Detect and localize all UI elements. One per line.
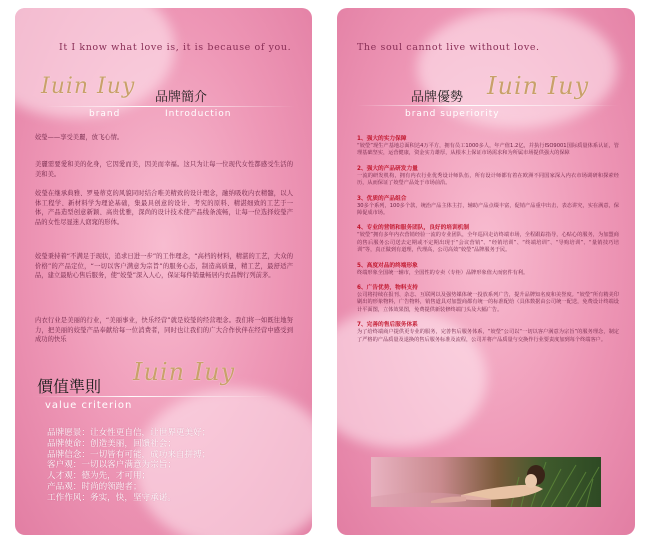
list-item-body: 为了给终端商户提供更专业的服务，完善售后服务体系，“姣瑩”公司以“一切以客户满意为宗旨”的服务理念，制定了严格的产品质量及退换的售后服务标准及流程，公司并将产品质量与交换作行业要责度加到每个终端客户。 <box>357 329 619 343</box>
intro-paragraph: 姣瑩在继承典雅、罗曼蒂克的风貌同时结合唯美精致的设计理念，融纳吸收内衣精髓，以人体工程学、新材料学为理论基础，集最具创意的设计、考究的原料、精湛细致的工艺于一体，产品造型创意新颖、高贵优雅，深尚的设计技术使产品线条流畅，让每一位选择姣瑩产品的女性尽显迷人窈窕的形体。 <box>35 190 293 226</box>
list-item-heading: 3、优质的产品组合 <box>357 195 407 202</box>
values-item: 品牌使命：创造美丽，回馈社会； <box>47 438 176 449</box>
list-item-body: “姣瑩”现生产基地总面积达4万平方，拥有员工1000多人，年产值1.2亿，并执行ISO9001国际质量体系认证，管理基础坚实，运营健康，资金实力雄厚，从根本上保证市场需求和为所属市场提供强大的保障 <box>357 143 619 157</box>
intro-paragraph: 内衣行业是美丽的行业，“美丽事业，快乐经营”就是姣瑩的经营理念。我们将一如既往地努力，把美丽的姣瑩产品奉献给每一位消费者，同时也让我们的广大合作伙伴在经营中感受到成功的快乐 <box>35 317 293 344</box>
left-panel <box>15 8 312 535</box>
brand-intro-subtitle-right: Introduction <box>165 109 232 119</box>
list-item-heading: 7、完善的售后服务体系 <box>357 322 418 329</box>
superiority-list <box>357 135 619 351</box>
title-divider <box>45 106 295 107</box>
list-item-body: “姣瑩”拥有多年内衣营销经验一流的专业团队，全年巡回走访终端市场，全程跟踪指导，心贴心的服务，为加盟商的售后服务公司送去定期或不定期出现于“会议营销”、“经销培训”、“终端培训”、“导购培训”、“量销技巧培训”等，真正做到有道理，代理高，公司高效“姣瑩”品牌服务于民。 <box>357 232 619 254</box>
list-item <box>357 195 619 218</box>
values-divider <box>35 396 275 397</box>
value-criterion-title: 價值準則 <box>37 377 102 396</box>
list-item <box>357 321 619 344</box>
brand-script-logo: Iuin Iuy <box>41 74 136 99</box>
list-item <box>357 262 619 277</box>
list-item <box>357 165 619 188</box>
brand-intro-title: 品牌簡介 <box>155 90 208 105</box>
value-criterion-subtitle: value criterion <box>45 400 133 411</box>
values-item: 工作作风：务实，快，坚守承诺。 <box>47 492 176 503</box>
model-photo <box>371 457 601 507</box>
values-script-logo: Iuin Iuy <box>133 358 236 386</box>
values-item: 人才观：德为先，才可用； <box>47 471 151 482</box>
right-quote: The soul cannot live without love. <box>357 42 540 53</box>
values-item: 客户观：一切以客户满意为宗旨； <box>47 460 176 471</box>
intro-paragraph: 美麗需要愛和美的化身，它因愛而美，因美而幸福。这只为让每一位现代女性都感受生活的美和美。 <box>35 161 293 178</box>
list-item-body: 一流的研发机构，拥有内衣行业优秀设计师队伍，所有设计师都有着在欧洲不同国家深入内衣市场调研和探索经历，从而保证了姣瑩产品处于市场前沿。 <box>357 172 619 187</box>
list-item <box>357 135 619 158</box>
list-item-body: 公司将持续在报刊、杂志、互联网以及强势媒体统一投放系列广告，提升品牌知名度和美誉度。“姣瑩”所有精美印刷出的形象物料，广告物料，销售道具对加盟商都有统一的标准配给（具体数据由公司统一配送，免费设计终端设计平面图，立体效果图，免费提供新装修终端门头及大幅广告。 <box>357 292 619 313</box>
values-item: 品牌信念：一切皆有可能，成功来自拼搏； <box>47 449 211 460</box>
list-item-heading: 5、高度对品的终端形象 <box>357 262 418 269</box>
list-item-body: 终端形象全国统一辅市，全国性的专卖（专柜）品牌形象值大而密件有利。 <box>357 269 529 276</box>
list-item <box>357 224 619 254</box>
left-quote: It I know what love is, it is because of you. <box>59 42 292 53</box>
brand-intro-subtitle-left: brand <box>89 109 121 119</box>
list-item-heading: 1、强大的实力保障 <box>357 136 407 142</box>
values-item: 品牌愿景：让女性更自信，让世界更美好； <box>47 428 211 438</box>
brand-superiority-subtitle: brand superiority <box>405 109 500 119</box>
intro-paragraph: 姣瑩秉持着“不满足于现状，追求日进一步”的工作理念，“高档的材料，精湛的工艺，大众的价格”的产品定位，“一切以客户满意为宗旨”的服务心态，制造高质量，精工艺，最舒适产品，建立最贴心售后服务，使“姣瑩”深入人心，保证每件销量畅居内衣品牌行列前茅。 <box>35 253 293 280</box>
values-list <box>47 428 210 504</box>
list-item-heading: 4、专业的营销和服务团队，良好的培训机制 <box>357 225 470 232</box>
right-panel <box>337 8 635 535</box>
list-item-heading: 6、广告优势，物料支持 <box>357 285 418 292</box>
brand-script-logo: Iuin Iuy <box>487 72 590 100</box>
list-item-body: 30多个系列，100多个款，统治产品主体主打，辅助产品点缀丰富，促销产品重中出击，表态讲究，实在满意，保障促成市场。 <box>357 202 619 217</box>
brand-superiority-title: 品牌優勢 <box>411 90 464 105</box>
model-photo-illustration <box>371 457 601 507</box>
list-item <box>357 284 619 314</box>
intro-paragraph: 姣瑩——享受美麗，放飞心情。 <box>35 134 124 141</box>
list-item-heading: 2、强大的产品研发力量 <box>357 165 418 172</box>
title-divider <box>357 105 619 106</box>
values-item: 产品观：时尚的领跑者； <box>47 481 142 492</box>
